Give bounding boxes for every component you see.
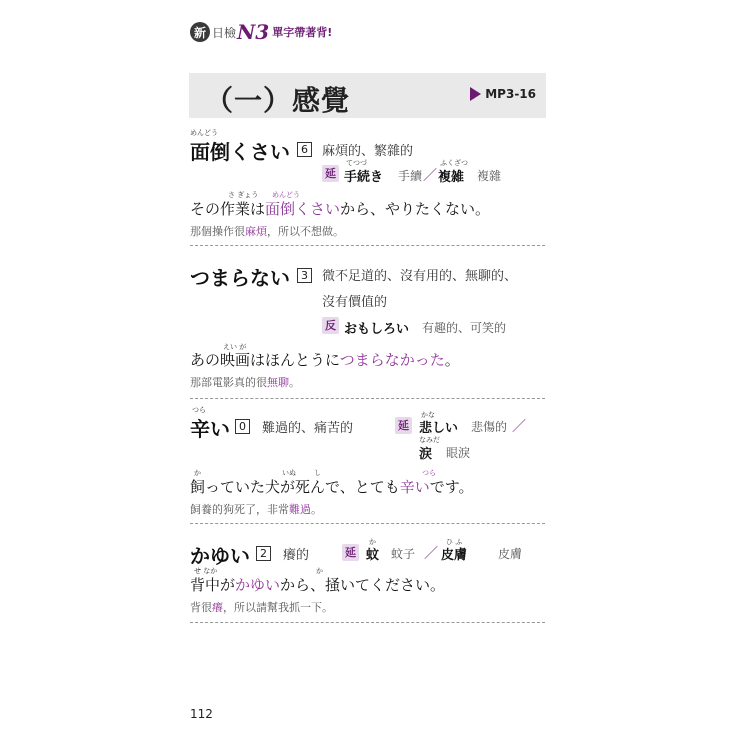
related-word: 手続き [344, 170, 384, 185]
antonym-meaning: 有趣的、可笑的 [422, 321, 507, 335]
example-ruby: か [316, 567, 323, 575]
section-title: （一）感覺 [205, 84, 351, 117]
related-word: 涙 [419, 447, 433, 462]
related-ruby: ふくざつ [440, 159, 468, 167]
audio-track-id: MP3-16 [485, 87, 536, 101]
example-ruby: いぬ [282, 469, 296, 477]
separator-slash: ／ [423, 168, 437, 184]
word-meaning: 微不足道的、沒有用的、無聊的、 [322, 269, 518, 284]
example-ruby: さ ぎょう [228, 191, 259, 199]
extension-tag: 延 [342, 544, 359, 561]
section-header [189, 73, 546, 118]
example-ruby: つら [422, 469, 436, 477]
example-translation: 飼養的狗死了，非常難過。 [190, 503, 322, 516]
accent-number: 6 [297, 142, 312, 157]
example-ruby: し [314, 469, 321, 477]
new-badge: 新 [190, 22, 210, 42]
related-ruby: か [369, 538, 376, 546]
related-word: 悲しい [419, 421, 459, 436]
example-sentence: 飼っていた犬が死んで、とても辛いです。 [190, 478, 474, 496]
accent-number: 0 [235, 419, 250, 434]
example-sentence: あの映画はほんとうにつまらなかった。 [190, 351, 460, 369]
related-ruby: ひ ふ [446, 538, 463, 546]
related-ruby: かな [421, 411, 435, 419]
related-ruby: てつづ [346, 159, 367, 167]
entry-divider [190, 622, 545, 623]
related-meaning: 皮膚 [498, 547, 523, 561]
entry-divider [190, 398, 545, 399]
example-ruby: えい が [223, 343, 247, 351]
related-meaning: 悲傷的 [471, 420, 508, 434]
example-translation: 那部電影真的很無聊。 [190, 376, 300, 389]
antonym-word: おもしろい [344, 322, 410, 337]
example-translation: 背很癢，所以請幫我抓一下。 [190, 601, 333, 614]
entry-divider [190, 523, 545, 524]
example-ruby: せ なか [194, 567, 218, 575]
word-meaning: 麻煩的、繁雜的 [322, 144, 414, 159]
word-ruby: つら [192, 406, 206, 414]
play-icon [470, 87, 481, 101]
audio-track-label[interactable] [470, 87, 536, 101]
example-ruby: か [194, 469, 201, 477]
header-title: 單字帶著背! [272, 26, 333, 39]
separator-slash: ／ [424, 546, 438, 562]
vocab-word: かゆい [190, 544, 250, 568]
word-meaning: 癢的 [283, 548, 310, 563]
accent-number: 2 [256, 546, 271, 561]
related-meaning: 蚊子 [391, 547, 416, 561]
header-subtitle: 日檢 [212, 25, 237, 40]
vocab-word: 面倒くさい [190, 140, 290, 164]
extension-tag: 延 [322, 165, 339, 182]
vocab-word: 辛い [190, 417, 230, 441]
separator-slash: ／ [512, 419, 526, 435]
example-translation: 那個操作很麻煩，所以不想做。 [190, 225, 344, 238]
related-word: 複雑 [438, 170, 465, 185]
vocab-word: つまらない [190, 266, 290, 290]
related-meaning: 眼淚 [446, 446, 471, 460]
word-ruby: めんどう [190, 129, 218, 137]
entry-divider [190, 245, 545, 246]
related-word: 皮膚 [441, 548, 468, 563]
related-ruby: なみだ [419, 436, 440, 444]
header-level: N3 [237, 20, 270, 44]
antonym-tag: 反 [322, 317, 339, 334]
word-meaning: 難過的、痛苦的 [262, 421, 354, 436]
example-ruby: めんどう [272, 191, 300, 199]
word-meaning-continued: 沒有價值的 [322, 295, 388, 310]
related-meaning: 手續 [398, 169, 423, 183]
example-sentence: その作業は面倒くさいから、やりたくない。 [190, 200, 491, 218]
page-number: 112 [190, 707, 213, 721]
extension-tag: 延 [395, 417, 412, 434]
related-word: 蚊 [366, 548, 380, 563]
accent-number: 3 [297, 268, 312, 283]
book-header [190, 20, 332, 44]
example-sentence: 背中がかゆいから、掻いてください。 [190, 576, 446, 594]
related-meaning: 複雜 [477, 169, 502, 183]
